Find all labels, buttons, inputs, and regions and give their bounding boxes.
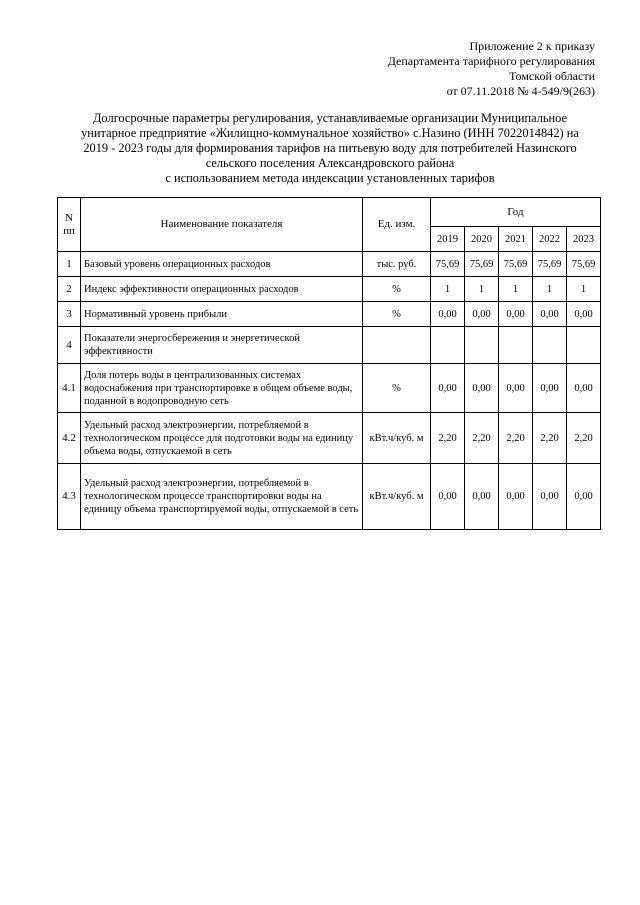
row-number: 3 xyxy=(58,302,81,327)
table-row xyxy=(58,252,601,277)
value-cell: 0,00 xyxy=(567,364,601,413)
value-cell: 75,69 xyxy=(431,252,465,277)
value-cell xyxy=(533,327,567,364)
value-cell: 0,00 xyxy=(499,364,533,413)
indicator-name: Удельный расход электроэнергии, потребляемой в технологическом процессе для подготовки воды на единицу объема воды, отпускаемой в сеть xyxy=(81,413,363,464)
title-line: Долгосрочные параметры регулирования, устанавливаемые организации Муниципальное xyxy=(92,111,568,125)
value-cell: 2,20 xyxy=(499,413,533,464)
value-cell: 0,00 xyxy=(465,464,499,530)
value-cell: 0,00 xyxy=(533,302,567,327)
appendix-label: Приложение 2 к приказу xyxy=(469,39,595,53)
unit-cell: % xyxy=(363,277,431,302)
table-row xyxy=(58,302,601,327)
value-cell: 2,20 xyxy=(533,413,567,464)
header-year: 2023 xyxy=(567,227,601,252)
order-date-number: от 07.11.2018 № 4-549/9(263) xyxy=(446,84,595,98)
row-number: 4.3 xyxy=(58,464,81,530)
value-cell: 0,00 xyxy=(567,302,601,327)
value-cell: 0,00 xyxy=(499,464,533,530)
header-number: N пп xyxy=(58,198,81,252)
order-reference-header xyxy=(295,39,595,99)
document-title xyxy=(60,111,600,186)
header-year: 2020 xyxy=(465,227,499,252)
row-number: 1 xyxy=(58,252,81,277)
row-number: 4.1 xyxy=(58,364,81,413)
header-year: 2019 xyxy=(431,227,465,252)
parameters-table xyxy=(57,197,601,530)
title-line: 2019 - 2023 годы для формирования тарифов на питьевую воду для потребителей Назинского xyxy=(83,141,577,155)
value-cell: 75,69 xyxy=(499,252,533,277)
value-cell: 75,69 xyxy=(465,252,499,277)
header-unit: Ед. изм. xyxy=(363,198,431,252)
value-cell: 1 xyxy=(499,277,533,302)
unit-cell: % xyxy=(363,364,431,413)
title-line: сельского поселения Александровского района xyxy=(205,156,455,170)
indicator-name: Удельный расход электроэнергии, потребляемой в технологическом процессе транспортировки воды на единицу объема транспортируемой воды, отпускаемой в сеть xyxy=(81,464,363,530)
indicator-name: Базовый уровень операционных расходов xyxy=(81,252,363,277)
unit-cell: кВт.ч/куб. м xyxy=(363,413,431,464)
row-number: 2 xyxy=(58,277,81,302)
value-cell: 1 xyxy=(567,277,601,302)
value-cell: 0,00 xyxy=(465,302,499,327)
value-cell: 0,00 xyxy=(465,364,499,413)
value-cell: 2,20 xyxy=(567,413,601,464)
value-cell: 0,00 xyxy=(431,464,465,530)
value-cell: 75,69 xyxy=(533,252,567,277)
header-year-group: Год xyxy=(431,198,601,227)
indicator-name: Показатели энергосбережения и энергетической эффективности xyxy=(81,327,363,364)
value-cell xyxy=(567,327,601,364)
table-row xyxy=(58,464,601,530)
value-cell: 2,20 xyxy=(465,413,499,464)
table-row xyxy=(58,364,601,413)
value-cell: 0,00 xyxy=(567,464,601,530)
region-label: Томской области xyxy=(509,69,595,83)
unit-cell: тыс. руб. xyxy=(363,252,431,277)
value-cell xyxy=(431,327,465,364)
value-cell: 0,00 xyxy=(533,364,567,413)
indicator-name: Нормативный уровень прибыли xyxy=(81,302,363,327)
value-cell: 1 xyxy=(465,277,499,302)
indicator-name: Доля потерь воды в централизованных системах водоснабжения при транспортировке в общем объеме воды, поданной в водопроводную сеть xyxy=(81,364,363,413)
header-year: 2021 xyxy=(499,227,533,252)
unit-cell: % xyxy=(363,302,431,327)
row-number: 4 xyxy=(58,327,81,364)
title-line: унитарное предприятие «Жилищно-коммунальное хозяйство» с.Назино (ИНН 7022014842) на xyxy=(81,126,579,140)
value-cell: 0,00 xyxy=(431,364,465,413)
value-cell: 0,00 xyxy=(499,302,533,327)
header-indicator-name: Наименование показателя xyxy=(81,198,363,252)
value-cell: 0,00 xyxy=(431,302,465,327)
row-number: 4.2 xyxy=(58,413,81,464)
value-cell xyxy=(499,327,533,364)
value-cell: 2,20 xyxy=(431,413,465,464)
header-year: 2022 xyxy=(533,227,567,252)
value-cell: 0,00 xyxy=(533,464,567,530)
unit-cell: кВт.ч/куб. м xyxy=(363,464,431,530)
value-cell xyxy=(465,327,499,364)
table-row xyxy=(58,277,601,302)
unit-cell xyxy=(363,327,431,364)
table-row xyxy=(58,327,601,364)
title-line: с использованием метода индексации установленных тарифов xyxy=(165,171,495,185)
indicator-name: Индекс эффективности операционных расходов xyxy=(81,277,363,302)
value-cell: 75,69 xyxy=(567,252,601,277)
value-cell: 1 xyxy=(533,277,567,302)
value-cell: 1 xyxy=(431,277,465,302)
table-row xyxy=(58,413,601,464)
department-label: Департамента тарифного регулирования xyxy=(387,54,595,68)
